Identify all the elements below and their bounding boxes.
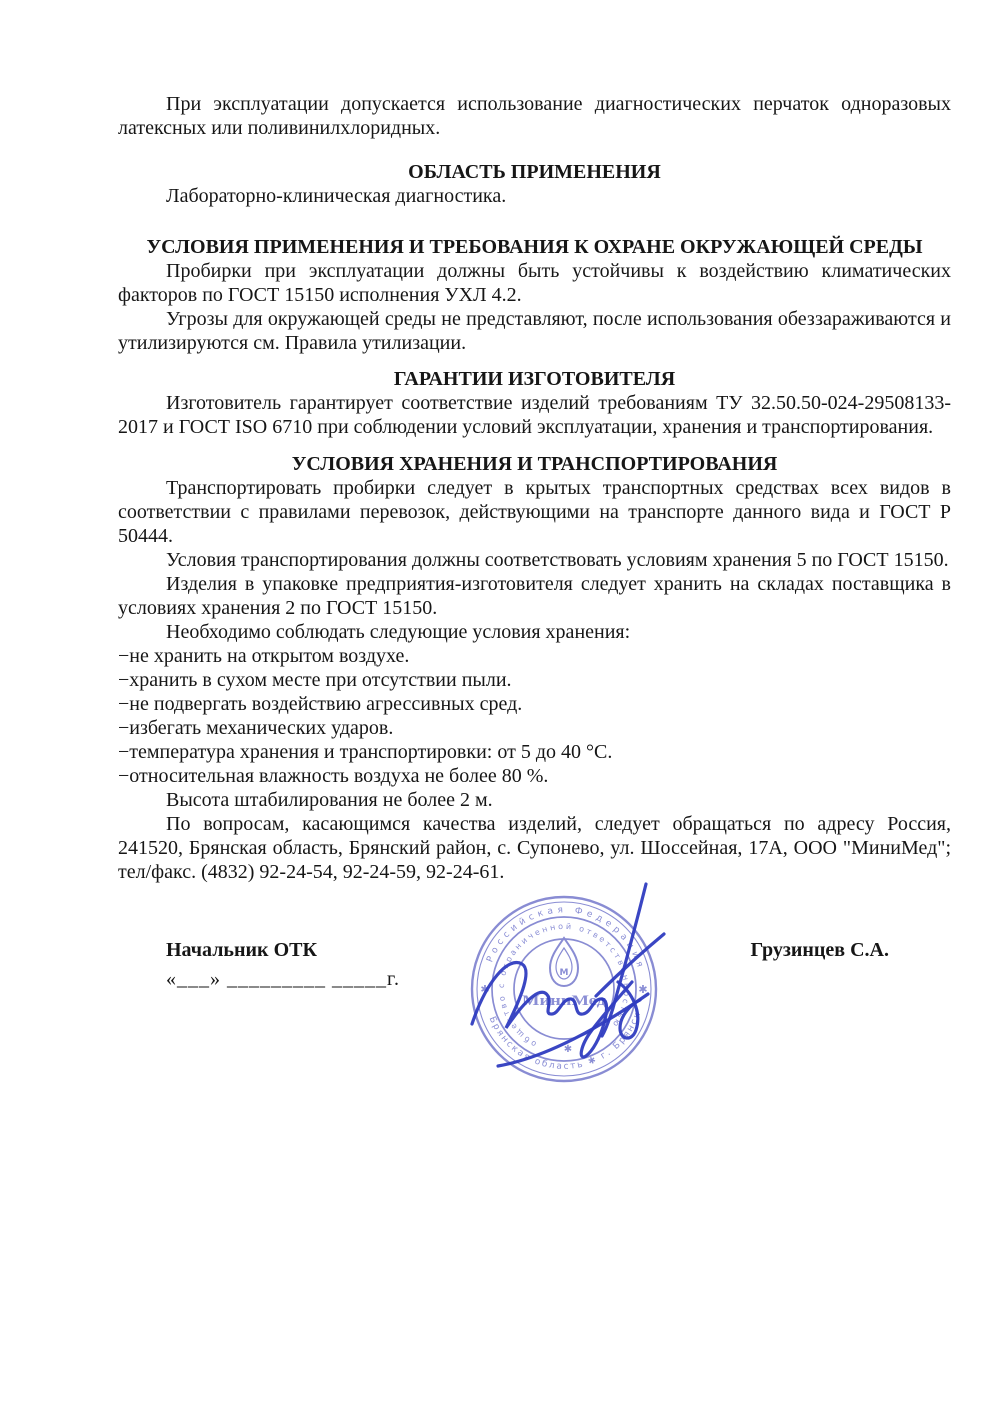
intro-paragraph: При эксплуатации допускается использование диагностических перчаток одноразовых латексных или поливинилхлоридных.: [118, 93, 951, 139]
signer-name: Грузинцев С.А.: [750, 939, 889, 961]
manufacturer-contact-paragraph: По вопросам, касающимся качества изделий, следует обращаться по адресу Россия, 241520, Брянская область, Брянский район, с. Супонево, ул. Шоссейная, 17А, ООО "МиниМед"; тел/факс. (4832) 92-24-54, 92-24-59, 92-24-61.: [118, 813, 951, 883]
stamp-separator-inner: ✱: [563, 1044, 573, 1055]
list-item: −хранить в сухом месте при отсутствии пыли.: [118, 669, 512, 691]
signature-left-column: [118, 938, 400, 991]
date-blank-line: «___» _________ _____г.: [166, 968, 400, 990]
signer-title: Начальник ОТК: [166, 939, 317, 961]
stamp-outer-bottom-text: Брянская область ✱ г. Брянск: [486, 1011, 643, 1072]
storage-paragraph-4: Необходимо соблюдать следующие условия хранения:: [166, 621, 631, 643]
section-heading-warranty: ГАРАНТИИ ИЗГОТОВИТЕЛЯ: [393, 368, 676, 390]
storage-conditions-list: [118, 644, 951, 788]
environment-paragraph-1: Пробирки при эксплуатации должны быть устойчивы к воздействию климатических факторов по ГОСТ 15150 исполнения УХЛ 4.2.: [118, 260, 951, 306]
storage-paragraph-5: Высота штабилирования не более 2 м.: [166, 789, 493, 811]
storage-paragraph-1: Транспортировать пробирки следует в крытых транспортных средствах всех видов в соответствии с правилами перевозок, действующими на транспорте данного вида и ГОСТ Р 50444.: [118, 477, 951, 547]
stamp-separator-right: ✱: [638, 983, 648, 996]
list-item: −относительная влажность воздуха не более 80 %.: [118, 765, 549, 787]
section-heading-environment: УСЛОВИЯ ПРИМЕНЕНИЯ И ТРЕБОВАНИЯ К ОХРАНЕ ОКРУЖАЮЩЕЙ СРЕДЫ: [146, 236, 923, 258]
environment-paragraph-2: Угрозы для окружающей среды не представляют, после использования обеззараживаются и утилизируются см. Правила утилизации.: [118, 308, 951, 354]
stamp-company-name: МиниМед: [522, 993, 607, 1009]
storage-paragraph-3: Изделия в упаковке предприятия-изготовителя следует хранить на складах поставщика в условиях хранения 2 по ГОСТ 15150.: [118, 573, 951, 619]
storage-paragraph-2: Условия транспортирования должны соответствовать условиям хранения 5 по ГОСТ 15150.: [166, 549, 949, 571]
list-item: −не подвергать воздействию агрессивных сред.: [118, 693, 523, 715]
signature-block: [118, 938, 951, 991]
list-item: −не хранить на открытом воздухе.: [118, 645, 410, 667]
list-item: −температура хранения и транспортировки: от 5 до 40 °С.: [118, 741, 613, 763]
scope-paragraph: Лабораторно-клиническая диагностика.: [166, 185, 507, 207]
warranty-paragraph: Изготовитель гарантирует соответствие изделий требованиям ТУ 32.50.50-024-29508133-2017 и ГОСТ ISO 6710 при соблюдении условий эксплуатации, хранения и транспортирования.: [118, 392, 951, 438]
section-heading-storage: УСЛОВИЯ ХРАНЕНИЯ И ТРАНСПОРТИРОВАНИЯ: [291, 453, 778, 475]
document-body: [118, 92, 951, 991]
stamp-inner-ring-text: общество с ограниченной ответственностью: [496, 921, 632, 1049]
stamp-outer-top-text: Российская Федерация: [485, 905, 645, 969]
section-heading-scope: ОБЛАСТЬ ПРИМЕНЕНИЯ: [408, 161, 661, 183]
stamp-separator-left: ✱: [480, 983, 490, 996]
stamp-center-letter: М: [559, 968, 569, 978]
list-item: −избегать механических ударов.: [118, 717, 394, 739]
